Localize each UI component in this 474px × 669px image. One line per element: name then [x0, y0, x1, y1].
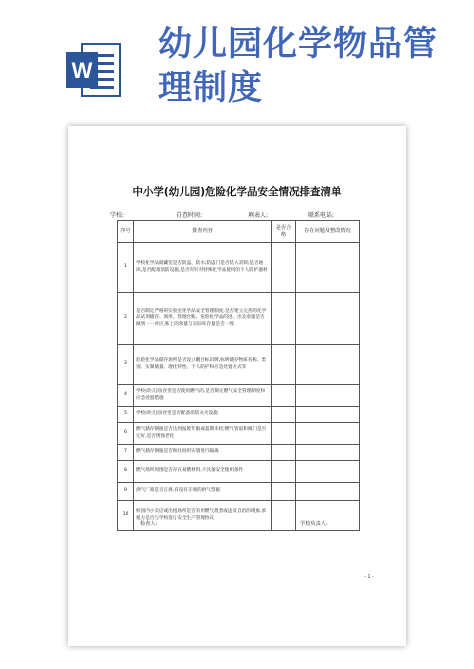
word-document-icon: [62, 38, 126, 102]
row-content: 学校(幼儿园)食堂是否使用燃气的,是否制定燃气安全管理制度和应急处置措施: [134, 385, 272, 407]
row-content: 是否制定严格的实验室化学品安全管理制度;是否建立完善的化学品试剂储存、领用、管理台账、危险化学品的进、出及余量是否做到一一对应,账上的余量与实际库存量是否一致: [134, 293, 272, 345]
row-qualified-cell: [272, 461, 296, 483]
row-content: 学校化学品储藏室是否防盗、防水;防盗门是否装入双锁;是否通风,是否配备消防设施,是否有针对特殊化学品使用的个人防护器材: [134, 243, 272, 293]
row-issues-cell: [296, 407, 360, 423]
inspector-signature-label: 检查人:: [140, 521, 158, 527]
header-cell-content: 排查内容: [134, 221, 272, 243]
row-content: 危险化学品储存场所是否设立醒目标识牌,标明储存物质名称、类别、实制储量、理化特性、个人防护和应急处置方式等: [134, 345, 272, 385]
table-row: [118, 445, 360, 461]
row-qualified-cell: [272, 423, 296, 445]
table-row: [118, 423, 360, 445]
row-issues-cell: [296, 385, 360, 407]
document-page: [68, 126, 406, 646]
row-number: 9: [118, 483, 134, 501]
row-qualified-cell: [272, 407, 296, 423]
row-content: 校园内小卖店或出租场所是否有用燃气烧煮或违反自治的现象,承租方是否与学校签订安全生产管理协议: [134, 501, 272, 531]
table-row: [118, 293, 360, 345]
table-row: [118, 407, 360, 423]
row-content: 燃气储存钢瓶是否达到报废年限或超期未检;燃气管道和阀门是否完好,是否锈蚀老化: [134, 423, 272, 445]
filler-field-label: 填表人:: [248, 212, 269, 219]
row-number: 6: [118, 423, 134, 445]
row-qualified-cell: [272, 385, 296, 407]
table-header-row: [118, 221, 360, 243]
page-number: - 1 -: [364, 574, 374, 580]
row-content: 学校(幼儿园)食堂是否配备消防灭火设施: [134, 407, 272, 423]
row-qualified-cell: [272, 483, 296, 501]
header-banner: [0, 0, 474, 125]
row-issues-cell: [296, 483, 360, 501]
table-row: [118, 461, 360, 483]
row-number: 7: [118, 445, 134, 461]
row-content: 供气厂商是否正规,有没有正规的供气票据: [134, 483, 272, 501]
document-title: 中小学(幼儿园)危险化学品安全情况排查清单: [132, 186, 342, 198]
inspection-table: [117, 220, 360, 531]
table-row: [118, 345, 360, 385]
row-issues-cell: [296, 461, 360, 483]
row-issues-cell: [296, 293, 360, 345]
row-qualified-cell: [272, 293, 296, 345]
page-title: 幼儿园化学物品管理制度: [158, 24, 438, 108]
row-number: 8: [118, 461, 134, 483]
row-issues-cell: [296, 345, 360, 385]
row-number: 5: [118, 407, 134, 423]
row-issues-cell: [296, 423, 360, 445]
row-qualified-cell: [272, 501, 296, 531]
word-icon-letter: W: [71, 58, 93, 83]
row-content: 燃气场所周围是否存在易燃材料,不具备安全使用条件: [134, 461, 272, 483]
row-content: 燃气储存钢瓶是否和灶间用实墙进行隔离: [134, 445, 272, 461]
row-qualified-cell: [272, 345, 296, 385]
row-number: 10: [118, 501, 134, 531]
row-issues-cell: [296, 243, 360, 293]
table-row: [118, 243, 360, 293]
row-qualified-cell: [272, 243, 296, 293]
school-field-label: 学校:: [110, 212, 125, 219]
header-cell-number: 序号: [118, 221, 134, 243]
header-cell-issues: 存在问题及整改情况: [296, 221, 360, 243]
row-number: 4: [118, 385, 134, 407]
header-cell-qualified: 是否合格: [272, 221, 296, 243]
row-number: 2: [118, 293, 134, 345]
row-number: 3: [118, 345, 134, 385]
table-row: [118, 385, 360, 407]
table-row: [118, 483, 360, 501]
row-qualified-cell: [272, 445, 296, 461]
check-date-field-label: 自查时间:: [176, 212, 203, 219]
principal-signature-label: 学校负责人:: [300, 521, 328, 527]
phone-field-label: 联系电话:: [308, 212, 335, 219]
row-number: 1: [118, 243, 134, 293]
row-issues-cell: [296, 445, 360, 461]
